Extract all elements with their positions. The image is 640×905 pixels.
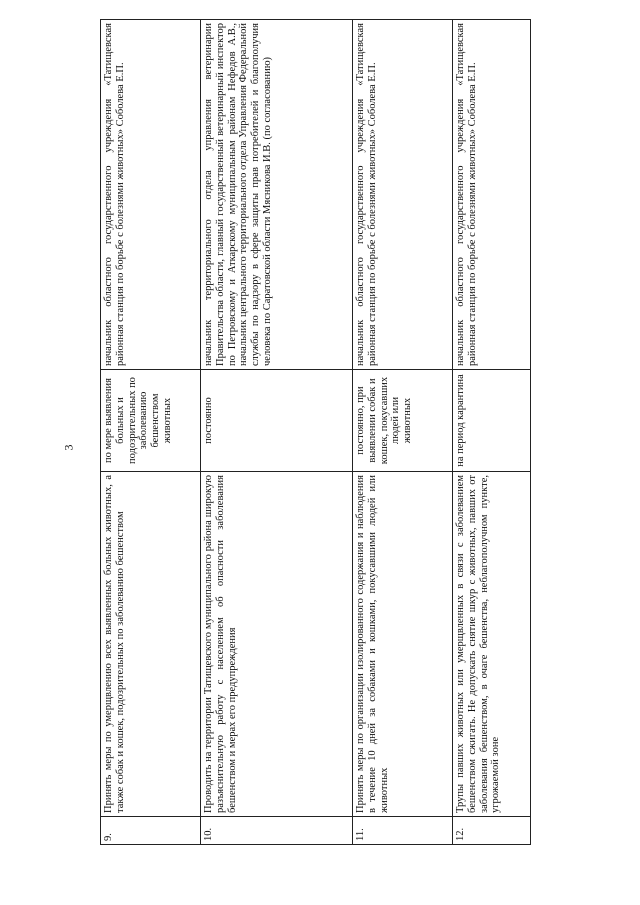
row-number: 9. (101, 817, 201, 845)
measure-term: постоянно (201, 370, 353, 472)
table-row (101, 20, 201, 845)
table-row (353, 20, 453, 845)
responsible-person: начальник областного государственного учреждения «Татищевская районная станция по борьбе с болезнями животных» Соболева Е.П. (353, 20, 453, 370)
measure-description: Трупы павших животных или умерщвленных в связи с заболеванием бешенством сжигать. Не допускать снятие шкур с животных, павших от заболевания бешенством, в очаге бешенства, неблагополучном пункте, угрожаемой зоне (453, 472, 531, 817)
row-number: 12. (453, 817, 531, 845)
measures-table (100, 19, 531, 845)
page-number: 3 (61, 444, 76, 451)
responsible-person: начальник областного государственного учреждения «Татищевская районная станция по борьбе с болезнями животных» Соболева Е.П. (453, 20, 531, 370)
row-number: 11. (353, 817, 453, 845)
table-row (201, 20, 353, 845)
measure-term: по мере выявления больных и подозрительных по заболеванию бешенством животных (101, 370, 201, 472)
row-number: 10. (201, 817, 353, 845)
measure-description: Проводить на территории Татищевского муниципального района широкую разъяснительную работу с населением об опасности заболевания бешенством и мерах его предупреждения (201, 472, 353, 817)
measure-description: Принять меры по умерщвлению всех выявленных больных животных, а также собак и кошек, подозрительных по заболеванию бешенством (101, 472, 201, 817)
responsible-person: начальник областного государственного учреждения «Татищевская районная станция по борьбе с болезнями животных» Соболева Е.П. (101, 20, 201, 370)
responsible-person: начальник территориального отдела управления ветеринарии Правительства области, главный государственный ветеринарный инспектор по Петровскому и Аткарскому муниципальным районам Нефедов А.В., начальник центрального территориального отдела Управления Федеральной службы по надзору в сфере защиты прав потребителей и благополучия человека по Саратовской области Мясникова И.В. (по согласованию) (201, 20, 353, 370)
measure-term: постоянно, при выявлении собак и кошек, покусавших людей или животных (353, 370, 453, 472)
table-row (453, 20, 531, 845)
measure-term: на период карантина (453, 370, 531, 472)
rotated-table-container (100, 20, 530, 845)
measure-description: Принять меры по организации изолированного содержания и наблюдения в течение 10 дней за собаками и кошками, покусавшими людей или животных (353, 472, 453, 817)
